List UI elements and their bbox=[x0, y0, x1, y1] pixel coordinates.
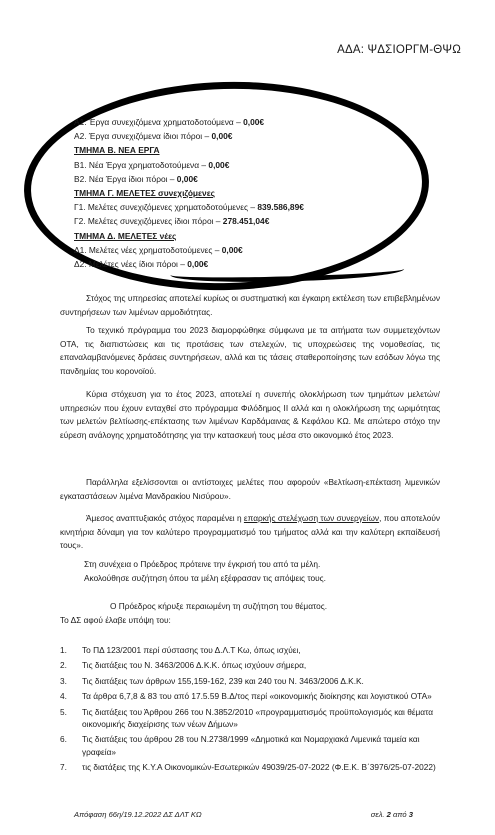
footer-page-number: σελ. 2 από 3 bbox=[370, 810, 413, 819]
section-heading-b: ΤΜΗΜΑ Β. ΝΕΑ ΕΡΓΑ bbox=[74, 145, 160, 156]
list-item: 6. Τις διατάξεις του άρθρου 28 του Ν.2738/1999 «Δημοτικά και Νομαρχιακά Λιμενικά ταμεία και γραφεία» bbox=[60, 734, 420, 757]
list-item: 7. τις διατάξεις της Κ.Υ.Α Οικονομικών-Εσωτερικών 49039/25-07-2022 (Φ.Ε.Κ. Β΄3976/25-07-2022) bbox=[60, 761, 436, 772]
list-item: 2. Τις διατάξεις του Ν. 3463/2006 Δ.Κ.Κ. όπως ισχύουν σήμερα, bbox=[60, 660, 307, 671]
footer-decision-ref: Απόφαση 66η/19.12.2022 ΔΣ ΔΛΤ ΚΩ bbox=[74, 810, 202, 819]
list-item: 1. Το ΠΔ 123/2001 περί σύστασης του Δ.Λ.Τ Κω, όπως ισχύει, bbox=[60, 645, 301, 655]
paragraph-goal: Στόχος της υπηρεσίας αποτελεί κυρίως οι συστηματική και έγκαιρη εκτέλεση των επιβεβλημένων συντηρήσεων των λιμένων αρμοδιότητας. bbox=[60, 293, 440, 317]
budget-line-g2: Γ2. Μελέτες συνεχιζόμενες ίδιοι πόροι – 278.451,04€ bbox=[74, 216, 270, 227]
budget-line-g1: Γ1. Μελέτες συνεχιζόμενες χρηματοδοτούμενες – 839.586,89€ bbox=[74, 202, 304, 213]
budget-line-a1: Α1. Έργα συνεχιζόμενα χρηματοδοτούμενα – 0,00€ bbox=[74, 117, 265, 127]
statement-proposal: Στη συνέχεια ο Πρόεδρος πρότεινε την έγκρισή του από τα μέλη. bbox=[84, 559, 321, 569]
statement-considering: Το ΔΣ αφού έλαβε υπόψη του: bbox=[60, 615, 171, 625]
statement-discussion: Ακολούθησε συζήτηση όπου τα μέλη εξέφρασαν τις απόψεις τους. bbox=[84, 573, 326, 583]
paragraph-development-goal: Άμεσος αναπτυξιακός στόχος παραμένει η επαρκής στελέχωση των συνεργείων, που αποτελούν κινητήρια δύναμη για τον καλύτερο προγραμματισμό του τμήματος αλλά και την καλύτερη εκπαίδευσή τους». bbox=[60, 513, 441, 551]
paragraph-parallel-studies: Παράλληλα εξελίσσονται οι αντίστοιχες μελέτες που αφορούν «Βελτίωση-επέκταση λιμενικών εγκαταστάσεων λιμένα Μανδρακίου Νισύρου». bbox=[60, 477, 440, 501]
section-heading-g: ΤΜΗΜΑ Γ. ΜΕΛΕΤΕΣ συνεχιζόμενες bbox=[74, 188, 216, 199]
budget-line-d2: Δ2. Μελέτες νέες ίδιοι πόροι – 0,00€ bbox=[74, 259, 209, 270]
budget-line-b1: Β1. Νέα Έργα χρηματοδοτούμενα – 0,00€ bbox=[74, 159, 230, 170]
paragraph-main-target: Κύρια στόχευση για το έτος 2023, αποτελεί η συνεπής ολοκλήρωση των τμημάτων μελετών/υπηρεσιών που έχουν ενταχθεί στο πρόγραμμα Φιλόδημος ΙΙ αλλά και η ολοκλήρωση της ωριμότητας των μελετών βελτίωσης-επέκτασης των λιμένων Καρδάμαινας & Κεφάλου ΚΩ. Με απώτερο στόχο την εύρεση ανάλογης χρηματοδότησης για την κατασκευή τους μέσα στο οικονομικό έτος 2023. bbox=[60, 389, 440, 440]
paragraph-program: Το τεχνικό πρόγραμμα του 2023 διαμορφώθηκε σύμφωνα με τα αιτήματα των συμμετεχόντων ΟΤΑ, τις διαπιστώσεις και τις προτάσεις των στελεχών, τις υποχρεώσεις της νομοθεσίας, τις επαναλαμβανόμενες δράσεις συντηρήσεων, αλλά και τις τάσεις σταθεροποίησης των εσόδων λόγω της πανδημίας του κορονοϊού. bbox=[60, 325, 440, 376]
budget-line-b2: Β2. Νέα Έργα ίδιοι πόροι – 0,00€ bbox=[74, 173, 198, 184]
budget-line-d1: Δ1. Μελέτες νέες χρηματοδοτούμενες – 0,00€ bbox=[74, 244, 243, 255]
list-item: 3. Τις διατάξεις των άρθρων 155,159-162, 239 και 240 του Ν. 3463/2006 Δ.Κ.Κ. bbox=[60, 675, 364, 686]
budget-line-a2: Α2. Έργα συνεχιζόμενα ίδιοι πόροι – 0,00€ bbox=[74, 131, 233, 142]
legal-basis-list bbox=[60, 644, 440, 776]
statement-closing: Ο Πρόεδρος κήρυξε περαιωμένη τη συζήτηση του θέματος. bbox=[110, 601, 328, 611]
list-item: 5. Τις διατάξεις του Άρθρου 266 του Ν.3852/2010 «προγραμματισμός προϋπολογισμός και θέματα οικονομικής διαχείρισης των νέων Δήμων» bbox=[60, 706, 434, 729]
list-item: 4. Τα άρθρα 6,7,8 & 83 του από 17.5.59 Β.Δ/τος περί «οικονομικής διοίκησης και λογιστικού ΟΤΑ» bbox=[60, 691, 432, 702]
budget-summary bbox=[74, 115, 394, 271]
section-heading-d: ΤΜΗΜΑ Δ. ΜΕΛΕΤΕΣ νέες bbox=[74, 230, 177, 241]
ada-code: ΑΔΑ: ΨΔΣΙΟΡΓΜ-ΘΨΩ bbox=[337, 44, 461, 56]
